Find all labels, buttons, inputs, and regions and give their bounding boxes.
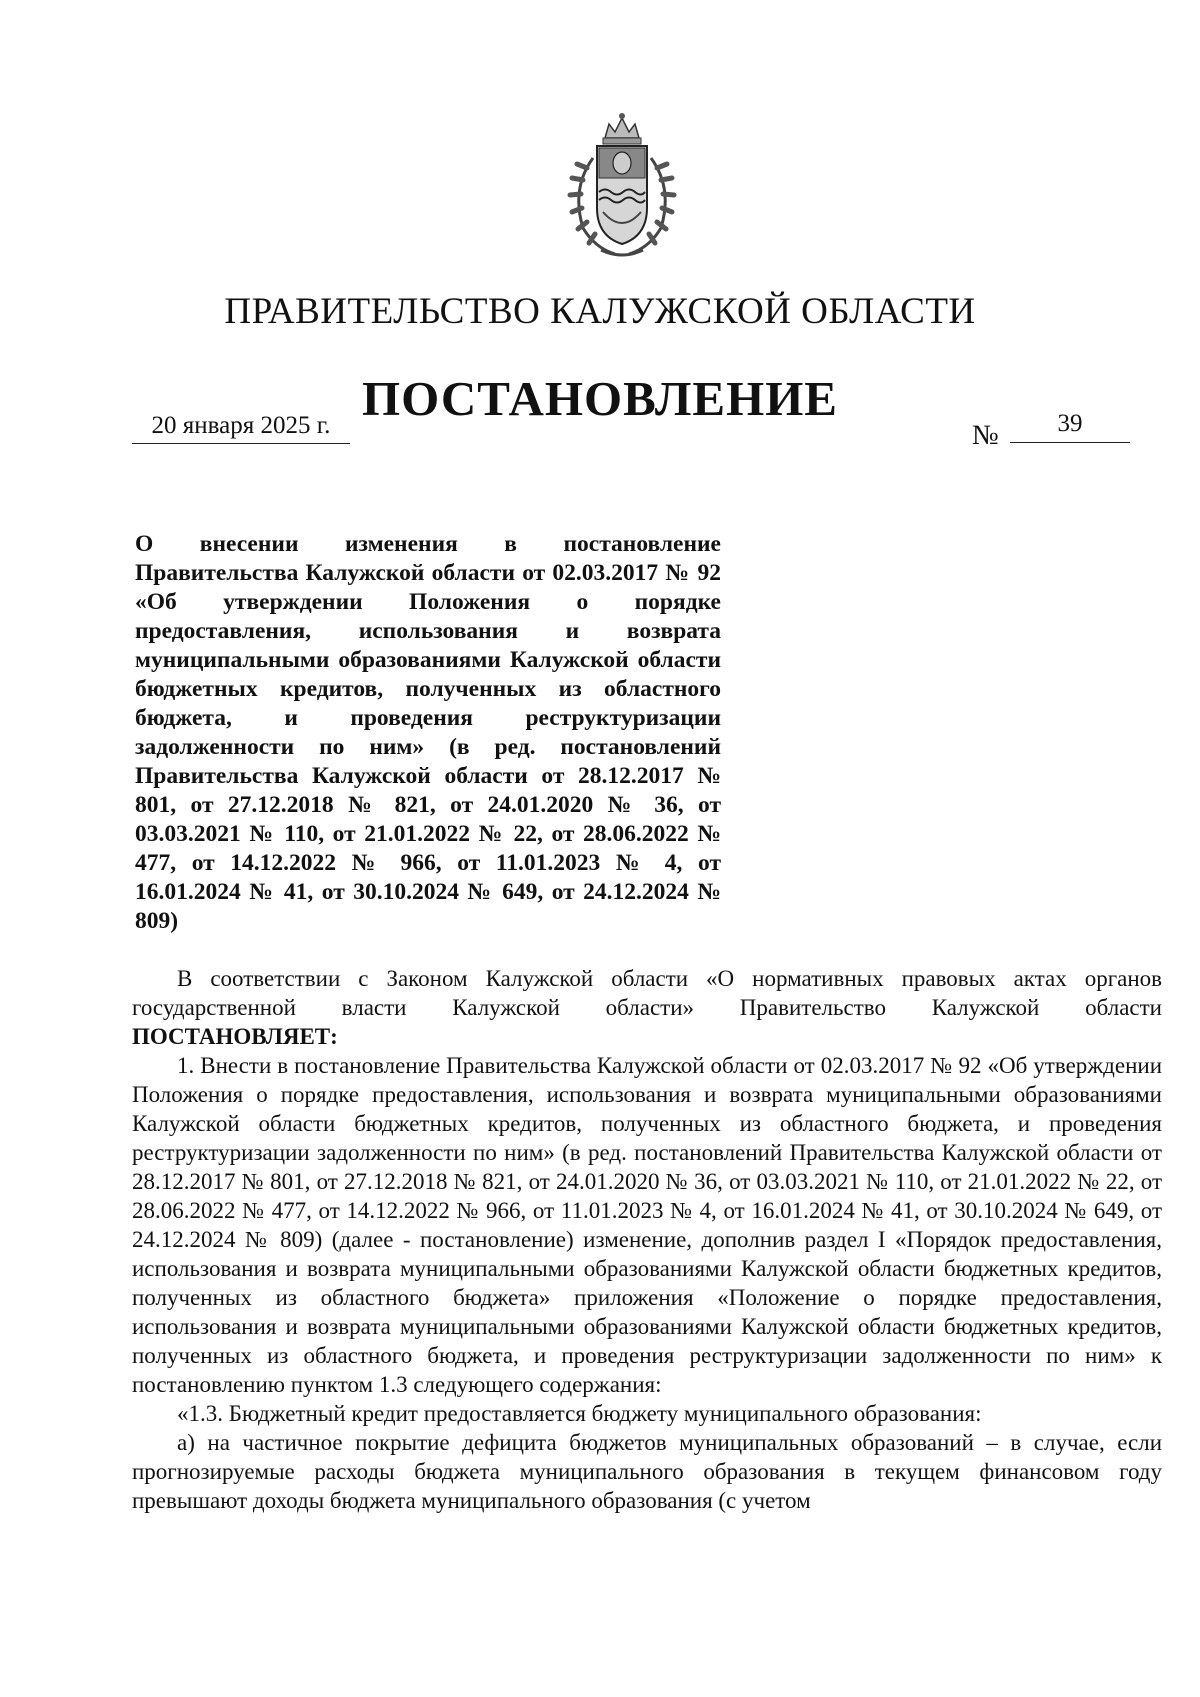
document-subject: О внесении изменения в постановление Правительства Калужской области от 02.03.2017 № 92 «Об утверждении Положения о порядке предоставления, использования и возврата муниципальными образованиями Калужской области бюджетных кредитов, полученных из областного бюджета, и проведения реструктуризации задолженности по ним» (в ред. постановлений Правительства Калужской области от 28.12.2017 № 801, от 27.12.2018 № 821, от 24.01.2020 № 36, от 03.03.2021 № 110, от 21.01.2022 № 22, от 28.06.2022 № 477, от 14.12.2022 № 966, от 11.01.2023 № 4, от 16.01.2024 № 41, от 30.10.2024 № 649, от 24.12.2024 № 809) (135, 531, 721, 934)
body-paragraph: а) на частичное покрытие дефицита бюджетов муниципальных образований – в случае, если прогнозируемые расходы бюджета муниципального образования в текущем финансовом году превышают доходы бюджета муниципального образования (с учетом (132, 1430, 1162, 1513)
number-label: № (972, 420, 999, 451)
document-number: 39 (1010, 410, 1130, 443)
document-date: 20 января 2025 г. (132, 412, 350, 444)
body-paragraph: «1.3. Бюджетный кредит предоставляется бюджету муниципального образования: (177, 1401, 982, 1426)
decree-word: ПОСТАНОВЛЯЕТ: (132, 1024, 338, 1049)
coat-of-arms-emblem (553, 108, 691, 260)
preamble-paragraph (132, 964, 1162, 1022)
document-type-title: ПОСТАНОВЛЕНИЕ (362, 371, 838, 426)
preamble-text: В соответствии с Законом Калужской области «О нормативных правовых актах органов государственной власти Калужской области» Правительство Калужской области (132, 966, 1162, 1020)
body-paragraph: 1. Внести в постановление Правительства Калужской области от 02.03.2017 № 92 «Об утверждении Положения о порядке предоставления, использования и возврата муниципальными образованиями Калужской области бюджетных кредитов, полученных из областного бюджета, и проведения реструктуризации задолженности по ним» (в ред. постановлений Правительства Калужской области от 28.12.2017 № 801, от 27.12.2018 № 821, от 24.01.2020 № 36, от 03.03.2021 № 110, от 21.01.2022 № 22, от 28.06.2022 № 477, от 14.12.2022 № 966, от 11.01.2023 № 4, от 16.01.2024 № 41, от 30.10.2024 № 649, от 24.12.2024 № 809) (далее - постановление) изменение, дополнив раздел I «Порядок предоставления, использования и возврата муниципальными образованиями Калужской области бюджетных кредитов, полученных из областного бюджета» приложения «Положение о порядке предоставления, использования и возврата муниципальными образованиями Калужской области бюджетных кредитов, полученных из областного бюджета, и проведения реструктуризации задолженности по ним» к постановлению пунктом 1.3 следующего содержания: (132, 1053, 1162, 1397)
document-body (132, 964, 1162, 1515)
government-title: ПРАВИТЕЛЬСТВО КАЛУЖСКОЙ ОБЛАСТИ (224, 291, 976, 332)
